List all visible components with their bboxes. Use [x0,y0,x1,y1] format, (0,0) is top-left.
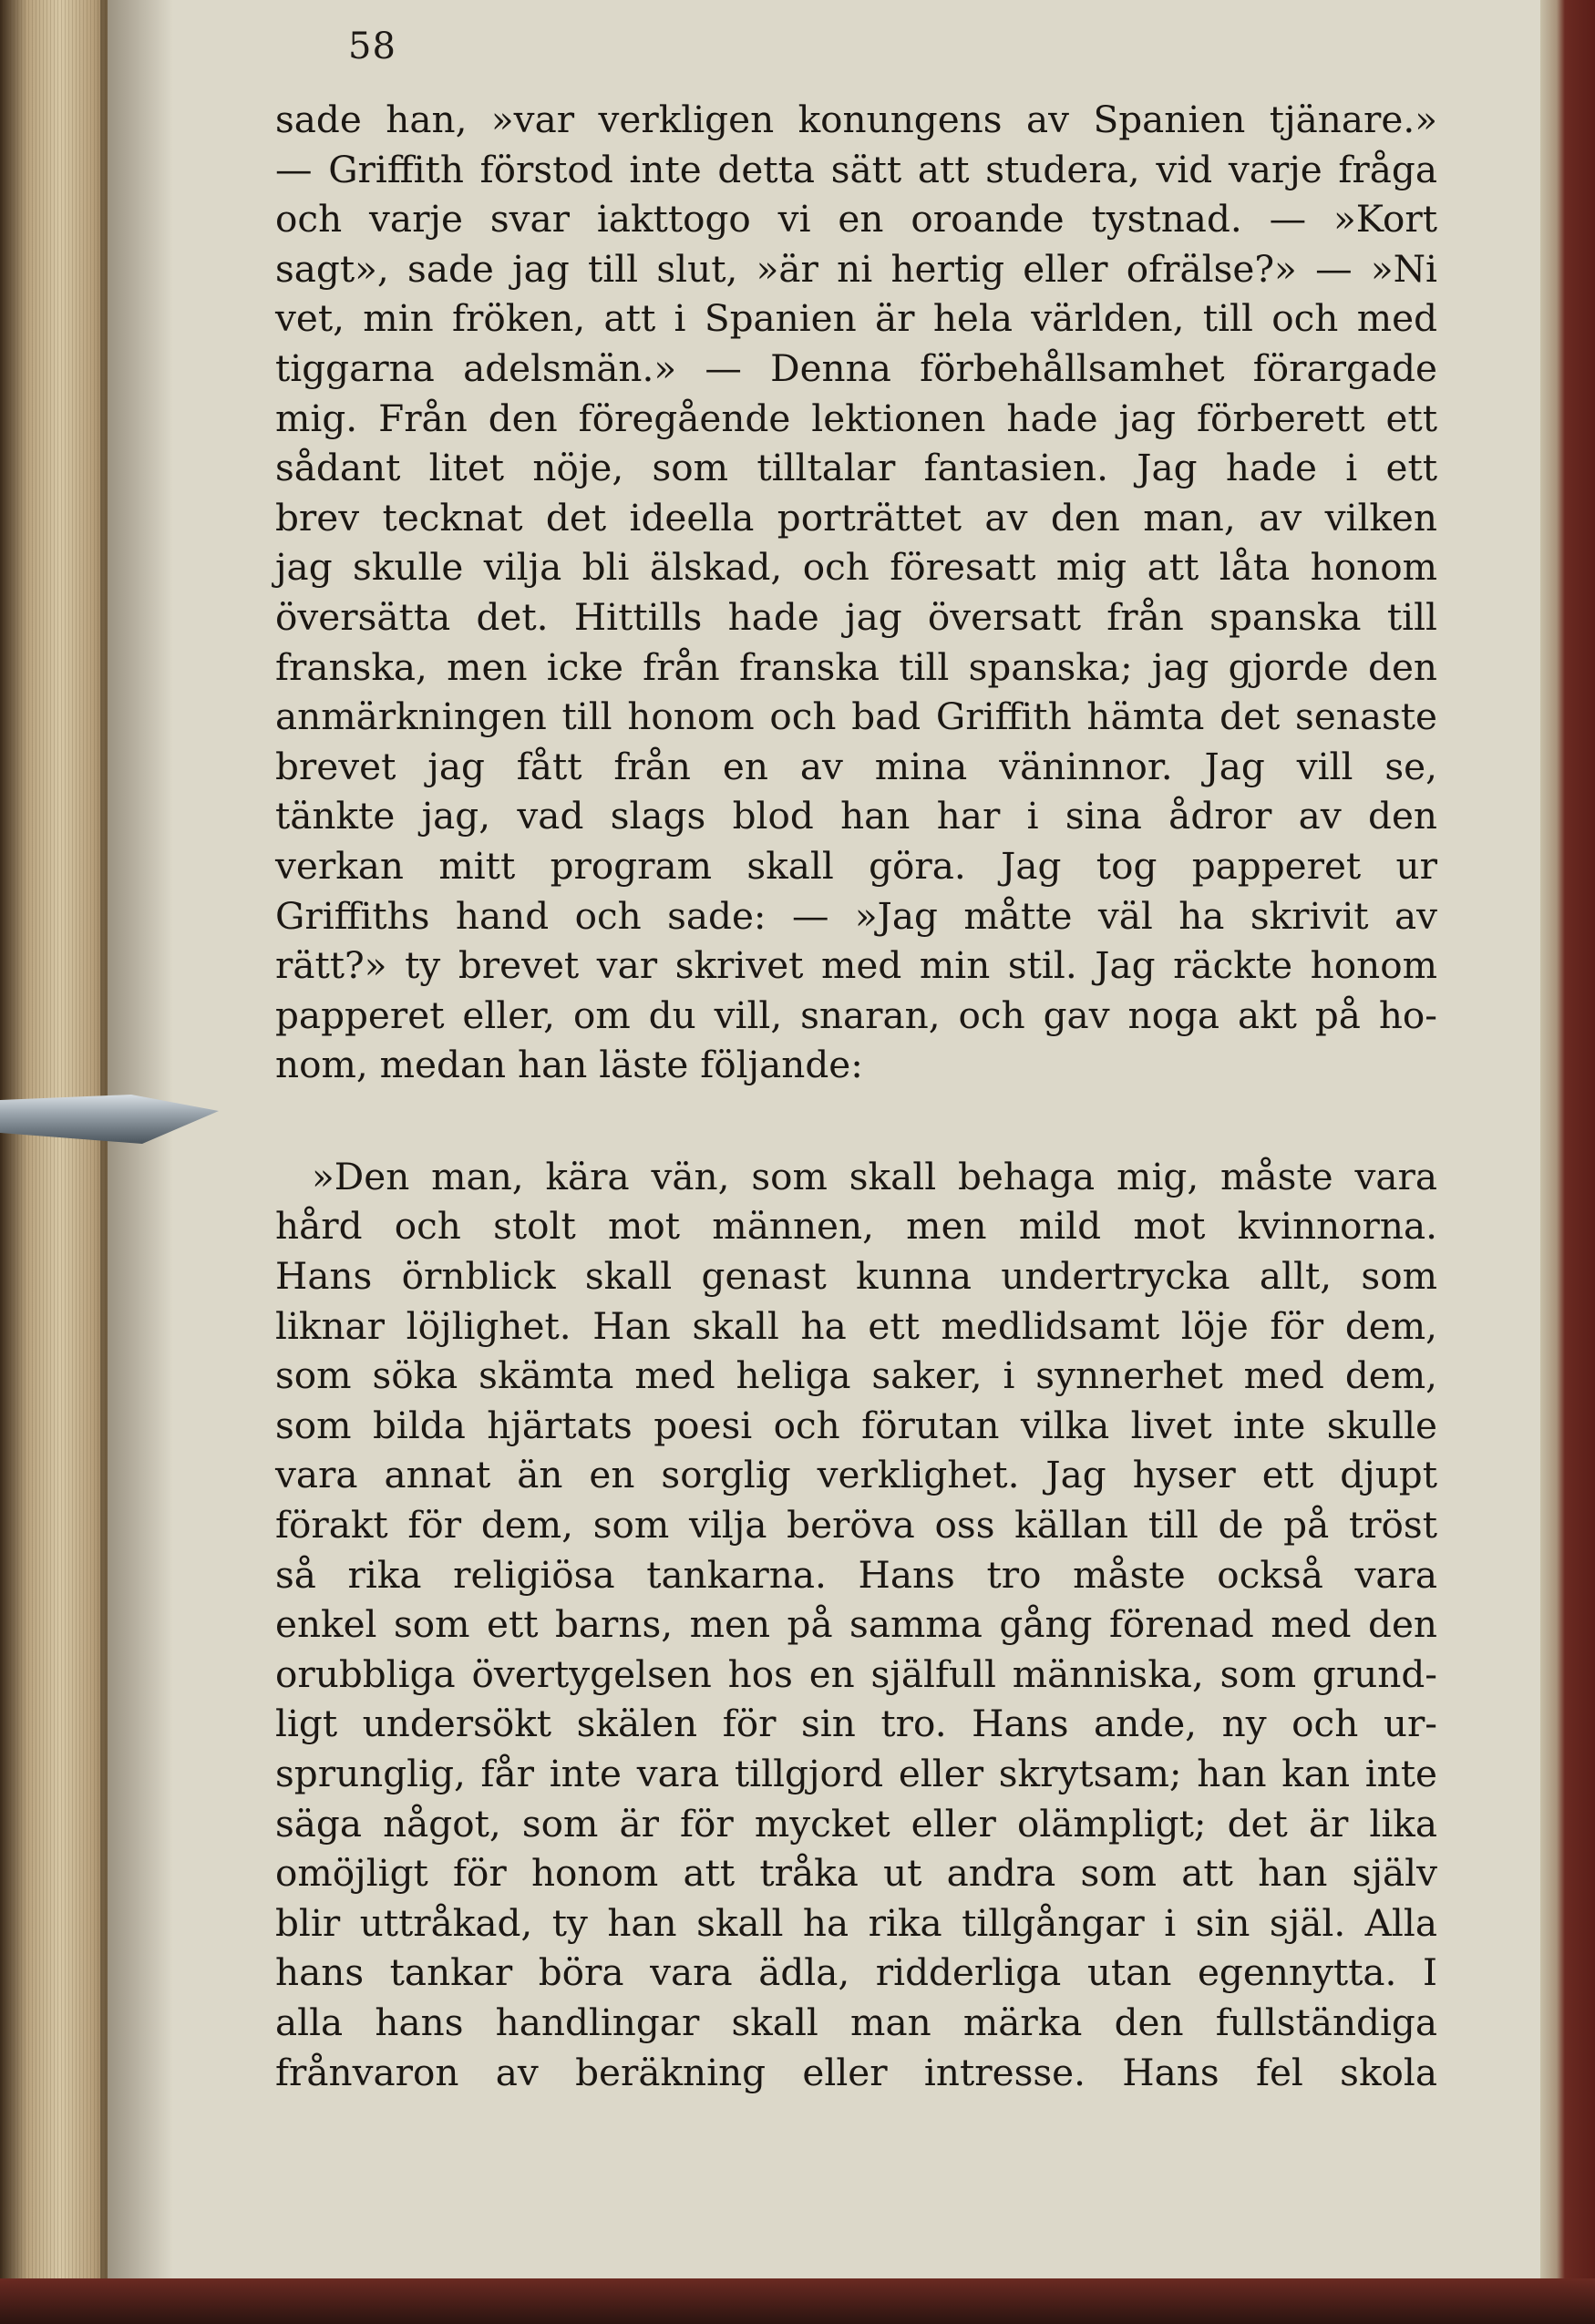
text-line: sagt», sade jag till slut, »är ni hertig eller ofrälse?» — »Ni [275,246,1437,291]
text-line: brev tecknat det ideella porträttet av den man, av vilken [275,495,1437,540]
text-line: Griffiths hand och sade: — »Jag måtte väl ha skrivit av [275,893,1437,938]
page-number: 58 [348,26,396,67]
text-line: sade han, »var verkligen konungens av Spanien tjänare.» [275,98,1437,141]
text-line: blir uttråkad, ty han skall ha rika tillgångar i sin själ. Alla [275,1900,1437,1945]
page-text [275,95,1437,2097]
text-line: tänkte jag, vad slags blod han har i sina ådror av den [275,794,1437,838]
text-line: omöjligt för honom att tråka ut andra som att han själv [275,1851,1437,1896]
text-line: verkan mitt program skall göra. Jag tog papperet ur [275,843,1437,888]
text-line: så rika religiösa tankarna. Hans tro måste också vara [275,1552,1437,1597]
text-line: Hans örnblick skall genast kunna undertrycka allt, som [275,1254,1437,1299]
text-line: — Griffith förstod inte detta sätt att studera, vid varje fråga [275,147,1437,191]
text-line: tiggarna adelsmän.» — Denna förbehållsamhet förargade [275,345,1437,390]
text-line: säga något, som är för mycket eller olämpligt; det är lika [275,1801,1437,1846]
text-line: anmärkningen till honom och bad Griffith hämta det senaste [275,694,1437,739]
text-line: och varje svar iakttogo vi en oroande tystnad. — »Kort [275,197,1437,242]
text-line: rätt?» ty brevet var skrivet med min stil. Jag räckte honom [275,943,1437,988]
text-line: »Den man, kära vän, som skall behaga mig, måste vara [312,1154,1437,1198]
paragraph-letter [275,1152,1437,2097]
page-edge-lines [0,0,109,2324]
text-line: förakt för dem, som vilja beröva oss källan till de på tröst [275,1503,1437,1548]
text-line: hans tankar böra vara ädla, ridderliga utan egennytta. I [275,1950,1437,1995]
text-line: mig. Från den föregående lektionen hade jag förberett ett [275,396,1437,440]
text-line: franska, men icke från franska till spanska; jag gjorde den [275,644,1437,689]
text-line: alla hans handlingar skall man märka den fullständiga [275,2000,1437,2044]
text-line: som söka skämta med heliga saker, i synnerhet med dem, [275,1353,1437,1398]
text-line: liknar löjlighet. Han skall ha ett medlidsamt löje för dem, [275,1303,1437,1348]
text-line: brevet jag fått från en av mina väninnor. Jag vill se, [275,744,1437,788]
text-line: papperet eller, om du vill, snaran, och gav noga akt på ho- [275,992,1437,1037]
text-line: översätta det. Hittills hade jag översatt från spanska till [275,594,1437,639]
text-line: sprunglig, får inte vara tillgjord eller skrytsam; han kan inte [275,1752,1437,1795]
text-line: vet, min fröken, att i Spanien är hela världen, till och med [275,296,1437,341]
text-line: ligt undersökt skälen för sin tro. Hans ande, ny och ur- [275,1702,1437,1746]
text-line: hård och stolt mot männen, men mild mot kvinnorna. [275,1204,1437,1249]
text-line: enkel som ett barns, men på samma gång förenad med den [275,1602,1437,1647]
gutter-shadow [100,0,173,2324]
paragraph-narrative [275,95,1437,1090]
right-cover-edge [1540,0,1595,2324]
text-line: jag skulle vilja bli älskad, och föresatt mig att låta honom [275,545,1437,590]
text-line: frånvaron av beräkning eller intresse. Hans fel skola [275,2050,1437,2094]
text-line: som bilda hjärtats poesi och förutan vilka livet inte skulle [275,1403,1437,1447]
text-line: nom, medan han läste följande: [275,1043,863,1087]
text-line: orubbliga övertygelsen hos en själfull människa, som grund- [275,1651,1437,1696]
bottom-cover-edge [0,2278,1595,2324]
text-line: vara annat än en sorglig verklighet. Jag hyser ett djupt [275,1453,1437,1497]
text-line: sådant litet nöje, som tilltalar fantasien. Jag hade i ett [275,446,1437,490]
